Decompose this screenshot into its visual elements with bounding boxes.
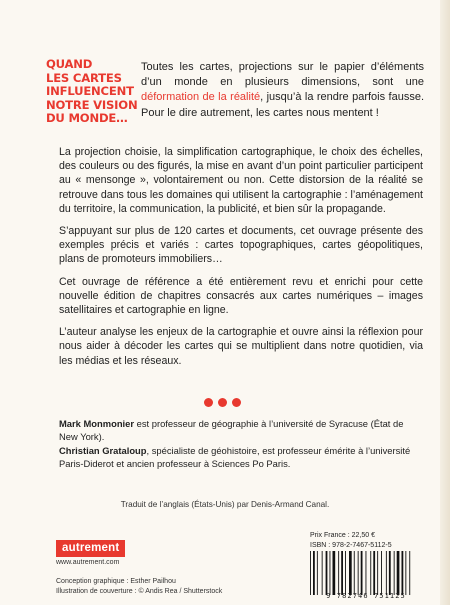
headline-line-5: DU MONDE… xyxy=(46,111,128,126)
body-paragraph-4: L’auteur analyse les enjeux de la cartographie et ouvre ainsi la réflexion pour nous aider à décoder les cartes qui se multiplient dans notre quotidien, via les médias et les réseaux. xyxy=(59,326,423,367)
lead-text-end: , jusqu’à la rendre parfois fausse. Pour le dire autrement, les cartes nous mentent ! xyxy=(141,91,424,119)
isbn-label: ISBN : 978-2-7467-5112-5 xyxy=(310,542,392,549)
author-text-1: est professeur de géographie à l’université de Syracuse (État de New York). xyxy=(59,418,404,443)
headline-line-3: INFLUENCENT xyxy=(46,84,134,99)
author-text-2: , spécialiste de géohistoire, est professeur émérite à l’université Paris-Diderot et ancien professeur à Sciences Po Paris. xyxy=(59,444,411,470)
author-bio-2 xyxy=(59,444,423,471)
headline-line-2: LES CARTES xyxy=(46,70,122,85)
credit-illustration: Illustration de couverture : © Andis Rea / Shutterstock xyxy=(56,588,223,595)
author-bios xyxy=(59,417,423,471)
separator-dots xyxy=(204,398,241,407)
lead-highlight: déformation de la réalité xyxy=(141,91,261,104)
lead-text-start: Toutes les cartes, projections sur le papier d’éléments d’un monde en plusieurs dimensions, sont une xyxy=(141,61,424,89)
barcode-number: 9 782746 751125 xyxy=(326,592,406,600)
barcode-icon xyxy=(306,551,426,595)
page-edge xyxy=(440,0,450,605)
dot-icon xyxy=(204,398,213,407)
design-credits xyxy=(56,577,222,597)
body-paragraph-1: La projection choisie, la simplification cartographique, le choix des échelles, des couleurs ou des figurés, la mise en avant d’un point particulier participent au « mensonge », volontairement ou non. Cette distorsion de la réalité se retrouve dans tous les domaines qui utilisent la cartographie : l’aménagement du territoire, la communication, la publicité, et bien sûr la propagande. xyxy=(59,146,423,215)
author-name-2: Christian Grataloup xyxy=(59,444,147,456)
author-name-1: Mark Monmonier xyxy=(59,418,135,429)
headline xyxy=(46,58,156,126)
price-block xyxy=(310,531,392,551)
price-label: Prix France : 22,50 € xyxy=(310,532,375,539)
lead-paragraph xyxy=(141,60,424,121)
headline-line-1: QUAND xyxy=(46,57,93,71)
translator-credit: Traduit de l’anglais (États-Unis) par Denis-Armand Canal. xyxy=(120,500,330,509)
publisher-logo: autrement xyxy=(56,540,125,557)
credit-design: Conception graphique : Esther Pailhou xyxy=(56,578,176,585)
author-bio-1 xyxy=(59,417,423,444)
body-paragraph-3: Cet ouvrage de référence a été entièrement revu et enrichi pour cette nouvelle édition de chapitres consacrés aux cartes numériques – images satellitaires et cartographie en ligne. xyxy=(59,275,423,317)
publisher-website: www.autrement.com xyxy=(56,559,120,566)
headline-line-4: NOTRE VISION xyxy=(46,97,138,112)
dot-icon xyxy=(218,398,227,407)
body-paragraph-2: S’appuyant sur plus de 120 cartes et documents, cet ouvrage présente des exemples précis et variés : cartes topographiques, cartes géopolitiques, plans de promoteurs immobiliers… xyxy=(59,225,423,266)
dot-icon xyxy=(232,398,241,407)
body-text xyxy=(59,145,423,376)
